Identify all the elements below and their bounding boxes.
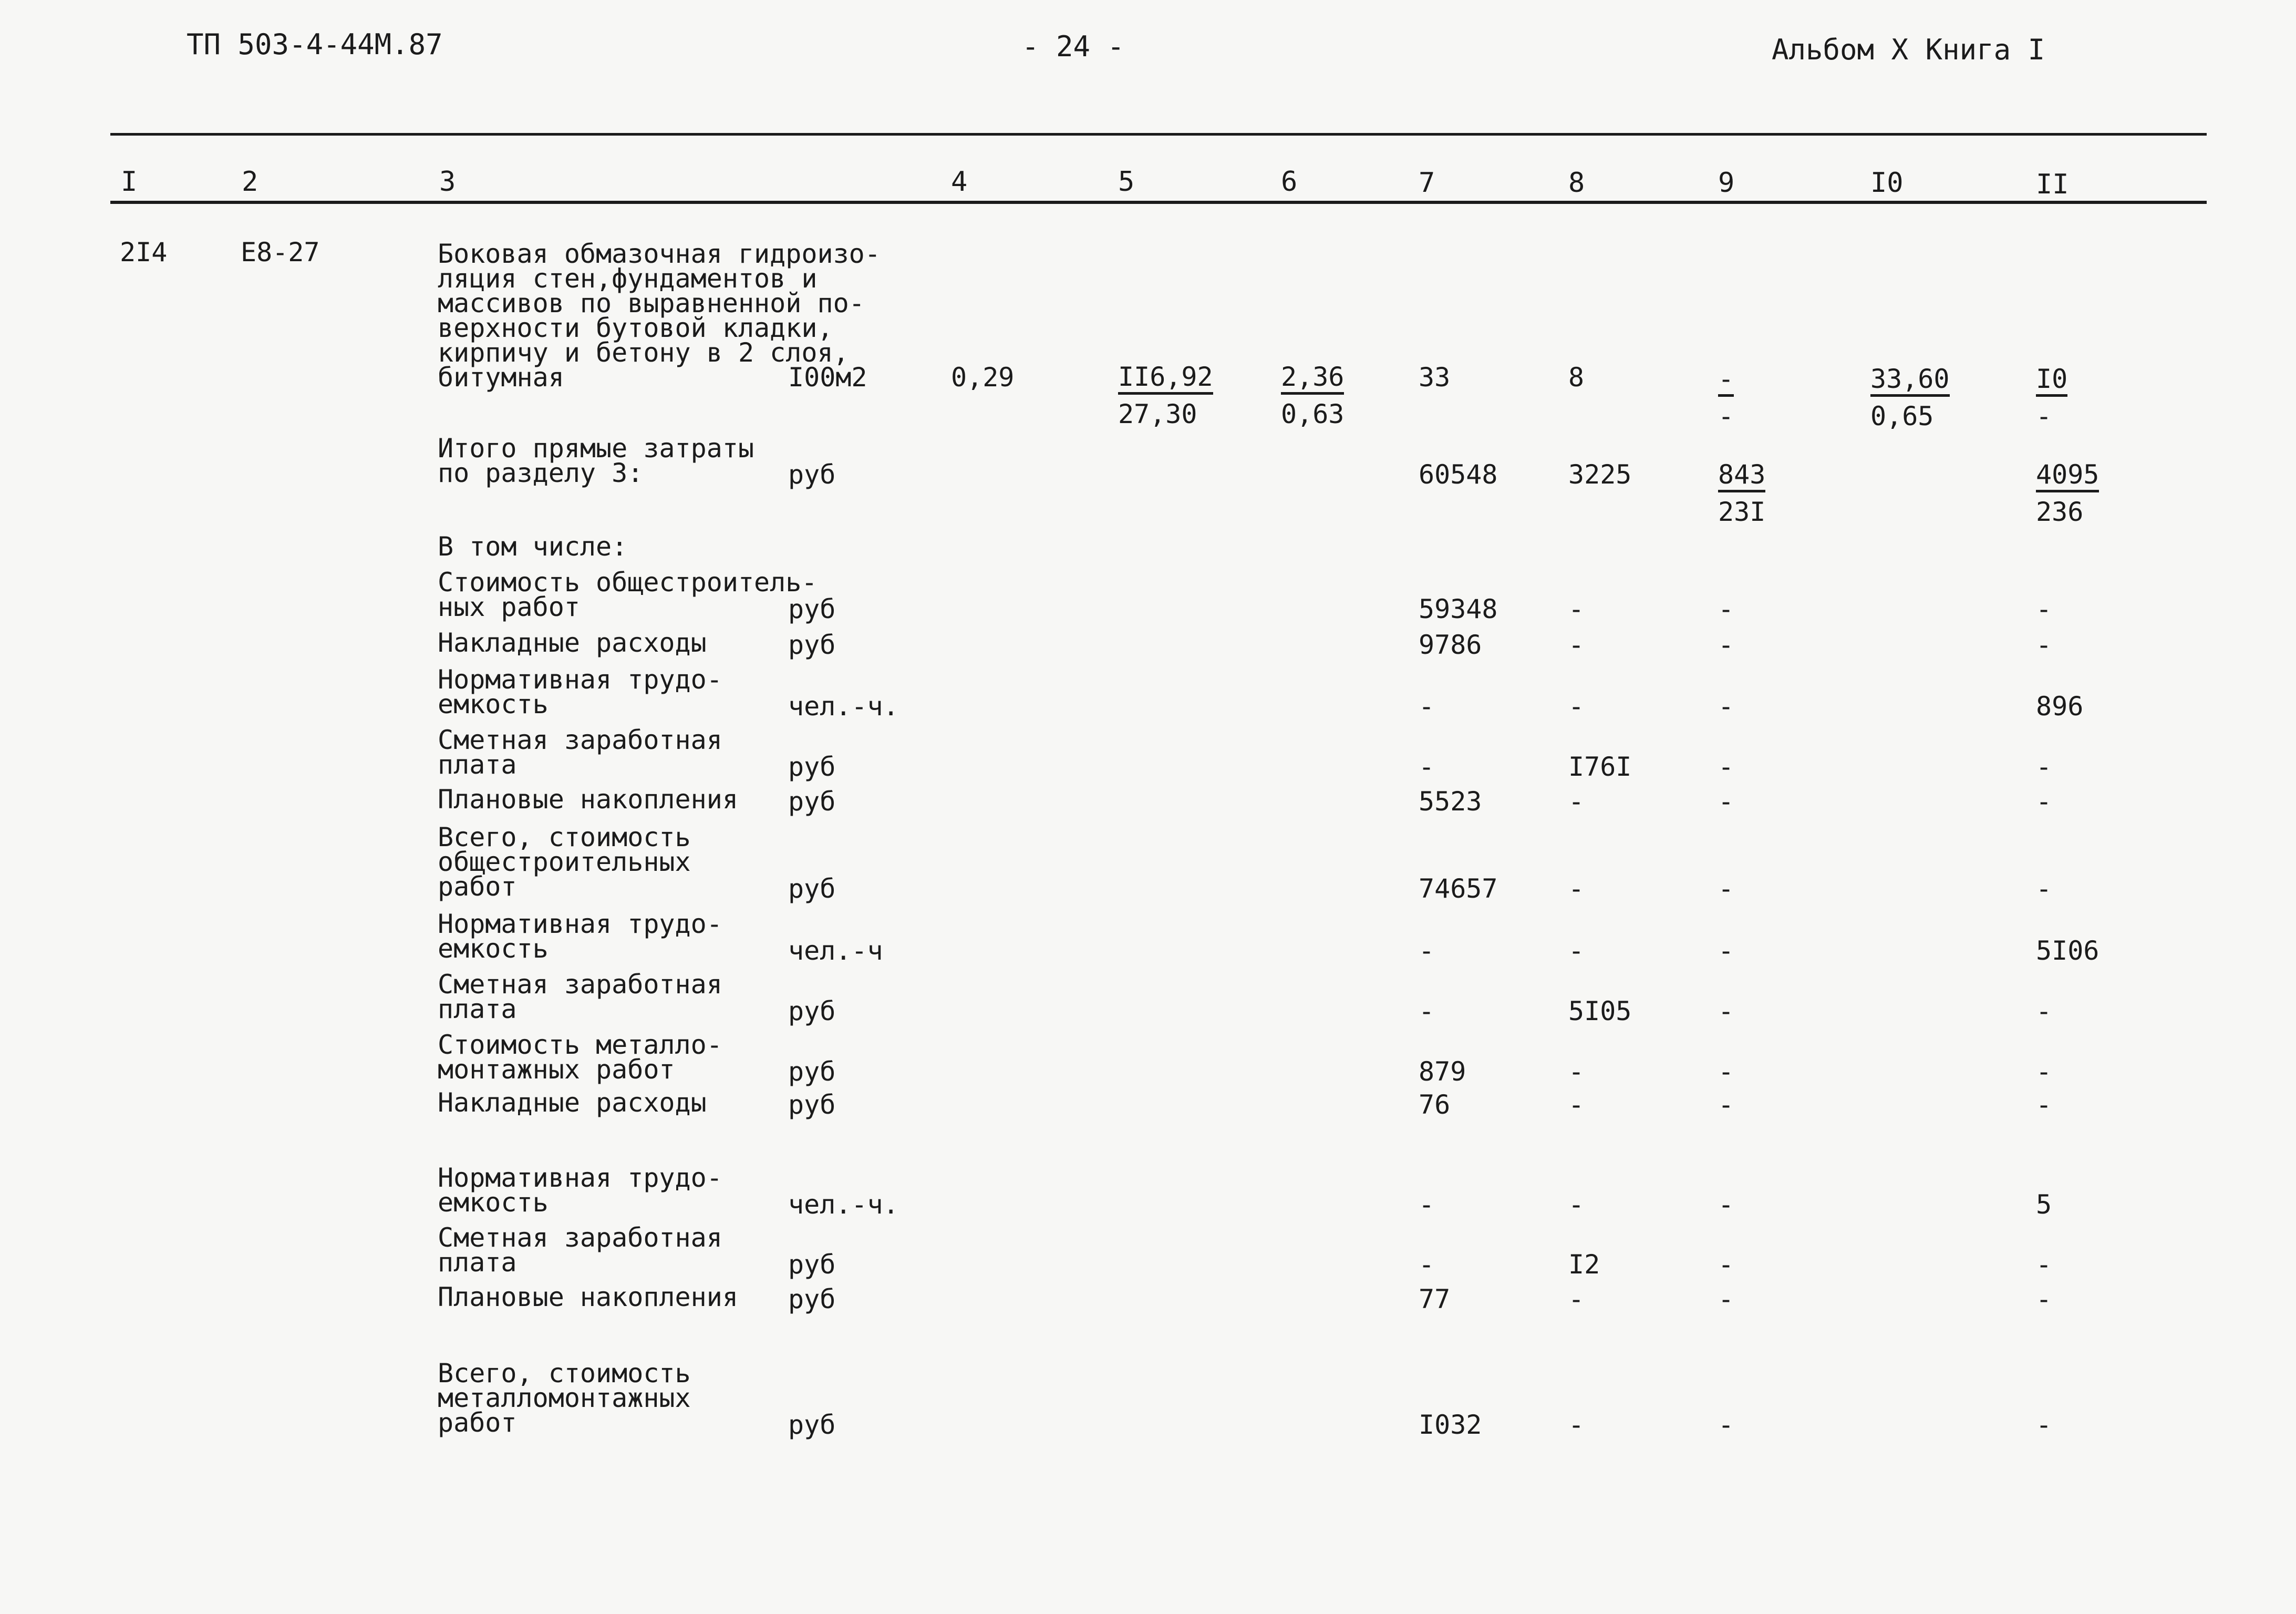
row-unit: чел.-ч bbox=[788, 935, 883, 966]
row-description: Накладные расходы bbox=[438, 628, 707, 658]
row-col11: - bbox=[2036, 630, 2052, 660]
row-col11: - bbox=[2036, 1284, 2052, 1314]
row-col9: - bbox=[1718, 1189, 1734, 1220]
row-unit: руб bbox=[788, 1410, 836, 1440]
row-description: Сметная заработная плата bbox=[438, 1222, 722, 1278]
row-col7: - bbox=[1419, 691, 1435, 722]
section-total-col9-numerator: 843 bbox=[1718, 461, 1765, 492]
col-header-3: 3 bbox=[439, 166, 456, 198]
item-col9-fraction bbox=[1718, 364, 1834, 429]
row-unit: чел.-ч. bbox=[788, 691, 899, 722]
row-unit: чел.-ч. bbox=[788, 1189, 899, 1220]
page-number: - 24 - bbox=[1022, 30, 1125, 63]
row-col7: 5523 bbox=[1419, 786, 1482, 817]
item-code: Е8-27 bbox=[241, 237, 320, 268]
row-description: Сметная заработная плата bbox=[438, 969, 722, 1024]
row-col7: 74657 bbox=[1419, 873, 1498, 904]
row-col11: 896 bbox=[2036, 691, 2084, 722]
table-top-rule bbox=[110, 133, 2207, 136]
section-total-col9-fraction bbox=[1718, 459, 1834, 525]
row-description: Нормативная трудо- емкость bbox=[438, 664, 722, 719]
item-col11-numerator: I0 bbox=[2036, 366, 2067, 397]
row-col7: I032 bbox=[1419, 1410, 1482, 1440]
item-col6-denominator: 0,63 bbox=[1281, 399, 1344, 429]
row-col11: - bbox=[2036, 1410, 2052, 1440]
item-col11-denominator: - bbox=[2036, 401, 2052, 431]
item-col5-denominator: 27,30 bbox=[1118, 399, 1197, 429]
row-col8: - bbox=[1568, 1056, 1585, 1087]
row-col7: - bbox=[1419, 935, 1435, 966]
section-total-col11-fraction bbox=[2036, 459, 2152, 525]
row-col7: - bbox=[1419, 1249, 1435, 1280]
row-unit: руб bbox=[788, 786, 836, 817]
row-col9: - bbox=[1718, 1056, 1734, 1087]
row-col8: - bbox=[1568, 873, 1585, 904]
col-header-9: 9 bbox=[1718, 167, 1735, 199]
row-col9: - bbox=[1718, 752, 1734, 782]
section-total-col8: 3225 bbox=[1568, 459, 1632, 490]
item-col10-fraction bbox=[1870, 364, 1986, 429]
row-col7: 879 bbox=[1419, 1056, 1466, 1087]
row-col9: - bbox=[1718, 594, 1734, 624]
col-header-6: 6 bbox=[1281, 166, 1298, 198]
col-header-8: 8 bbox=[1568, 167, 1585, 199]
row-description: Накладные расходы bbox=[438, 1087, 707, 1118]
section-total-description: Итого прямые затраты по разделу 3: bbox=[438, 433, 754, 488]
row-col8: 5I05 bbox=[1568, 996, 1632, 1026]
album-label: Альбом X Книга I bbox=[1772, 33, 2045, 66]
row-description: Плановые накопления bbox=[438, 1282, 738, 1312]
row-col9: - bbox=[1718, 691, 1734, 722]
item-col6-fraction bbox=[1281, 362, 1397, 427]
row-description: Стоимость общестроитель- ных работ bbox=[438, 567, 818, 622]
item-col7: 33 bbox=[1419, 362, 1451, 393]
row-description: Плановые накопления bbox=[438, 784, 738, 815]
item-quantity: 0,29 bbox=[951, 362, 1015, 393]
section-total-col7: 60548 bbox=[1419, 459, 1498, 490]
row-col11: - bbox=[2036, 1089, 2052, 1120]
item-col5-numerator: II6,92 bbox=[1118, 364, 1213, 395]
col-header-2: 2 bbox=[242, 166, 258, 198]
doc-code: ТП 503-4-44М.87 bbox=[187, 28, 443, 61]
row-col7: - bbox=[1419, 996, 1435, 1026]
item-col9-numerator: - bbox=[1718, 366, 1734, 397]
row-col11: - bbox=[2036, 873, 2052, 904]
row-col11: - bbox=[2036, 1249, 2052, 1280]
table-header-rule bbox=[110, 201, 2207, 204]
row-col11: - bbox=[2036, 996, 2052, 1026]
item-col8: 8 bbox=[1568, 362, 1585, 393]
row-col8: - bbox=[1568, 1410, 1585, 1440]
row-col7: 59348 bbox=[1419, 594, 1498, 624]
section-total-unit: руб bbox=[788, 459, 836, 490]
row-col7: - bbox=[1419, 1189, 1435, 1220]
row-col9: - bbox=[1718, 1410, 1734, 1440]
row-col8: I2 bbox=[1568, 1249, 1600, 1280]
col-header-10: I0 bbox=[1870, 167, 1904, 199]
row-col11: 5 bbox=[2036, 1189, 2052, 1220]
row-col9: - bbox=[1718, 873, 1734, 904]
row-unit: руб bbox=[788, 1056, 836, 1087]
row-col7: 77 bbox=[1419, 1284, 1451, 1314]
col-header-5: 5 bbox=[1118, 166, 1135, 198]
row-description: Нормативная трудо- емкость bbox=[438, 909, 722, 964]
row-unit: руб bbox=[788, 1089, 836, 1120]
row-col9: - bbox=[1718, 935, 1734, 966]
row-unit: руб bbox=[788, 996, 836, 1026]
including-label: В том числе: bbox=[438, 531, 628, 562]
row-col11: 5I06 bbox=[2036, 935, 2100, 966]
col-header-1: I bbox=[121, 166, 138, 198]
item-number: 2I4 bbox=[120, 237, 168, 268]
row-description: Нормативная трудо- емкость bbox=[438, 1163, 722, 1218]
section-total-col9-denominator: 23I bbox=[1718, 497, 1766, 527]
row-col11: - bbox=[2036, 786, 2052, 817]
item-col11-fraction bbox=[2036, 364, 2152, 429]
row-col11: - bbox=[2036, 752, 2052, 782]
item-col9-denominator: - bbox=[1718, 401, 1734, 431]
row-col9: - bbox=[1718, 1089, 1734, 1120]
row-col9: - bbox=[1718, 996, 1734, 1026]
row-col9: - bbox=[1718, 1249, 1734, 1280]
row-unit: руб bbox=[788, 1284, 836, 1314]
row-col9: - bbox=[1718, 786, 1734, 817]
row-unit: руб bbox=[788, 1249, 836, 1280]
row-col9: - bbox=[1718, 630, 1734, 660]
row-col8: - bbox=[1568, 786, 1585, 817]
row-unit: руб bbox=[788, 594, 836, 624]
row-col7: 9786 bbox=[1419, 630, 1482, 660]
row-col11: - bbox=[2036, 594, 2052, 624]
item-col5-fraction bbox=[1118, 362, 1234, 427]
section-total-col11-numerator: 4095 bbox=[2036, 461, 2099, 492]
item-col10-numerator: 33,60 bbox=[1870, 366, 1950, 397]
item-description: Боковая обмазочная гидроизо- ляция стен,фундаментов и массивов по выравненной по- верхности бутовой кладки, кирпичу и бетону в 2 слоя, битумная bbox=[438, 239, 881, 393]
row-col7: 76 bbox=[1419, 1089, 1451, 1120]
row-col9: - bbox=[1718, 1284, 1734, 1314]
row-col8: - bbox=[1568, 630, 1585, 660]
row-col8: - bbox=[1568, 935, 1585, 966]
item-col10-denominator: 0,65 bbox=[1870, 401, 1934, 431]
col-header-4: 4 bbox=[951, 166, 968, 198]
row-col8: - bbox=[1568, 1284, 1585, 1314]
item-unit: I00м2 bbox=[788, 362, 867, 393]
row-col8: I76I bbox=[1568, 752, 1632, 782]
row-unit: руб bbox=[788, 630, 836, 660]
row-col8: - bbox=[1568, 691, 1585, 722]
row-description: Всего, стоимость металломонтажных работ bbox=[438, 1358, 691, 1438]
row-col8: - bbox=[1568, 1189, 1585, 1220]
row-description: Сметная заработная плата bbox=[438, 725, 722, 780]
item-col6-numerator: 2,36 bbox=[1281, 364, 1344, 395]
row-col7: - bbox=[1419, 752, 1435, 782]
col-header-7: 7 bbox=[1419, 167, 1435, 199]
row-col8: - bbox=[1568, 1089, 1585, 1120]
row-col11: - bbox=[2036, 1056, 2052, 1087]
row-col8: - bbox=[1568, 594, 1585, 624]
row-description: Всего, стоимость общестроительных работ bbox=[438, 822, 691, 902]
row-unit: руб bbox=[788, 752, 836, 782]
section-total-col11-denominator: 236 bbox=[2036, 497, 2084, 527]
row-unit: руб bbox=[788, 873, 836, 904]
col-header-11: II bbox=[2036, 169, 2069, 200]
row-description: Стоимость металло- монтажных работ bbox=[438, 1030, 722, 1085]
